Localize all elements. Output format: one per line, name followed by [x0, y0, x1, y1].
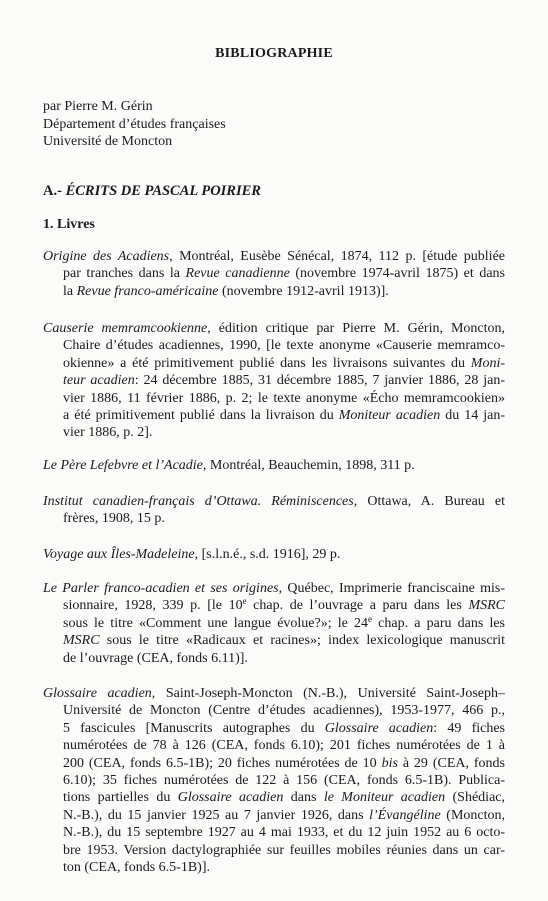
entry-line [43, 597, 505, 614]
entry-line [43, 390, 505, 407]
text-run: : 24 décembre 1885, 31 décembre 1885, 7 janvier 1886, 28 jan- [134, 373, 505, 389]
text-run: 5 fascicules [Manuscrits autographes du [63, 720, 325, 736]
text-run: à 29 (CEA, fonds [397, 755, 505, 771]
text-run: frères, 1908, 15 p. [63, 511, 165, 527]
entry-line [43, 755, 505, 772]
bibliography-entry [43, 248, 505, 300]
text-run: , Québec, Imprimerie franciscaine mis- [278, 581, 505, 596]
university-line: Université de Moncton [43, 134, 173, 149]
entry-line [43, 842, 505, 859]
italic-text: Institut canadien-français d’Ottawa. Réminiscences [43, 494, 354, 509]
text-run: vier 1886, 11 février 1886, p. 2; le texte anonyme «Écho memramcookien» [63, 390, 505, 406]
italic-text: Glossaire acadien [324, 720, 434, 736]
department-line: Département d’études françaises [43, 116, 226, 132]
entry-line [43, 580, 505, 597]
bibliography-entry [43, 457, 505, 474]
text-run: dans [283, 790, 324, 806]
text-run: bre 1953. Version dactylographiée sur feuilles mobiles réunies dans un car- [63, 842, 505, 858]
text-run: Chaire d’études acadiennes, 1990, [le texte anonyme «Causerie memramco- [63, 338, 505, 354]
entry-line [43, 457, 505, 474]
text-run: : 49 fiches [433, 720, 505, 736]
italic-text: Glossaire acadien [177, 790, 284, 806]
entry-line [43, 720, 505, 737]
text-run: (Shédiac, [445, 790, 505, 806]
text-run: du 14 jan- [440, 408, 506, 424]
superscript: e [368, 613, 373, 624]
entry-line [43, 546, 505, 563]
section-prefix: A.- [43, 183, 66, 199]
entry-line [43, 650, 505, 667]
text-run: N.-B.), du 15 janvier 1925 au 7 janvier 1926, dans [63, 807, 370, 823]
text-run: , Montréal, Beauchemin, 1898, 311 p. [202, 458, 415, 473]
text-run: vier 1886, p. 2]. [63, 425, 153, 441]
italic-text: Revue franco-américaine [76, 283, 219, 299]
bibliography-entry [43, 493, 505, 528]
entry-line [43, 789, 505, 806]
entry-line [43, 859, 505, 876]
text-run: la [63, 283, 77, 299]
bibliography-entry [43, 580, 505, 667]
italic-text: Le Père Lefebvre et l’Acadie [43, 458, 203, 473]
text-run: sionnaire, 1928, 339 p. [le 10 [63, 598, 243, 614]
entry-line [43, 772, 505, 789]
page-title: BIBLIOGRAPHIE [215, 46, 333, 61]
bibliography-entry [43, 546, 505, 563]
text-run: ton (CEA, fonds 6.5-1B)]. [63, 860, 210, 876]
text-run: sous le titre «Radicaux et racines»; index lexicologique manuscrit [99, 633, 505, 649]
italic-text: MSRC [63, 633, 100, 649]
text-run: numérotées de 78 à 126 (CEA, fonds 6.10); 201 fiches numérotées de 1 à [63, 738, 505, 754]
entry-line [43, 372, 505, 389]
entry-line [43, 824, 505, 841]
text-run: (novembre 1974-avril 1875) et dans [289, 266, 505, 282]
italic-text: le Moniteur acadien [323, 790, 446, 806]
text-run: (novembre 1912-avril 1913)]. [218, 283, 389, 299]
entry-line [43, 737, 505, 754]
text-run: , Montréal, Eusèbe Sénécal, 1874, 112 p. [étude publiée [169, 249, 505, 264]
italic-text: bis [381, 755, 398, 771]
subsection-heading: 1. Livres [43, 217, 95, 232]
italic-text: MSRC [468, 598, 505, 614]
text-run: (Moncton, [440, 807, 505, 823]
text-run: tions partielles du [63, 790, 178, 806]
entry-line [43, 685, 505, 702]
bibliography-entry [43, 685, 505, 876]
entry-line [43, 510, 505, 527]
superscript: e [242, 596, 247, 607]
entry-line [43, 248, 505, 265]
entry-line [43, 265, 505, 282]
entry-line [43, 320, 505, 337]
italic-text: Revue canadienne [185, 266, 290, 282]
entry-line [43, 615, 505, 632]
entry-line [43, 493, 505, 510]
entry-line [43, 702, 505, 719]
italic-text: teur acadien [63, 373, 135, 389]
entry-line [43, 807, 505, 824]
section-heading [43, 183, 261, 200]
text-run: chap. de l’ouvrage a paru dans les [246, 598, 469, 614]
text-run: , [s.l.n.é., s.d. 1916], 29 p. [194, 547, 341, 562]
author-line: par Pierre M. Gérin [43, 99, 153, 114]
italic-text: Causerie memramcookienne [43, 321, 208, 336]
entry-line [43, 407, 505, 424]
italic-text: Moniteur acadien [338, 408, 441, 424]
text-run: okienne» a été primitivement publié dans les livraisons suivantes du [63, 355, 471, 371]
bibliography-entry [43, 320, 505, 442]
italic-text: Origine des Acadiens [43, 249, 170, 264]
text-run: chap. a paru dans les [372, 615, 505, 631]
text-run: 6.10); 35 fiches numérotées de 122 à 156 (CEA, fonds 6.5-1B). Publica- [63, 773, 505, 789]
entry-line [43, 632, 505, 649]
byline [43, 98, 226, 151]
text-run: , édition critique par Pierre M. Gérin, Moncton, [207, 321, 505, 336]
italic-text: Le Parler franco-acadien et ses origines [43, 581, 279, 596]
italic-text: Glossaire acadien [43, 686, 152, 701]
entry-line [43, 337, 505, 354]
text-run: N.-B.), du 15 septembre 1927 au 4 mai 1933, et du 12 juin 1952 au 6 octo- [63, 825, 505, 841]
italic-text: Voyage aux Îles-Madeleine [43, 547, 195, 562]
text-run: , Ottawa, A. Bureau et [353, 494, 506, 509]
text-run: 200 (CEA, fonds 6.5-1B); 20 fiches numérotées de 10 [63, 755, 382, 771]
text-run: sous le titre «Comment une langue évolue?»; le 24 [63, 615, 369, 631]
italic-text: Moni- [470, 355, 505, 371]
italic-text: l’Évangéline [369, 807, 441, 823]
text-run: Université de Moncton (Centre d’études acadiennes), 1953-1977, 466 p., [63, 703, 505, 719]
text-run: de l’ouvrage (CEA, fonds 6.11)]. [63, 650, 248, 666]
text-run: a été primitivement publié dans la livraison du [63, 408, 339, 424]
text-run: , Saint-Joseph-Moncton (N.-B.), Université Saint-Joseph– [151, 686, 505, 701]
text-run: par tranches dans la [63, 266, 186, 282]
entry-line [43, 283, 505, 300]
entry-line [43, 424, 505, 441]
entry-line [43, 355, 505, 372]
section-title: ÉCRITS DE PASCAL POIRIER [65, 183, 261, 199]
